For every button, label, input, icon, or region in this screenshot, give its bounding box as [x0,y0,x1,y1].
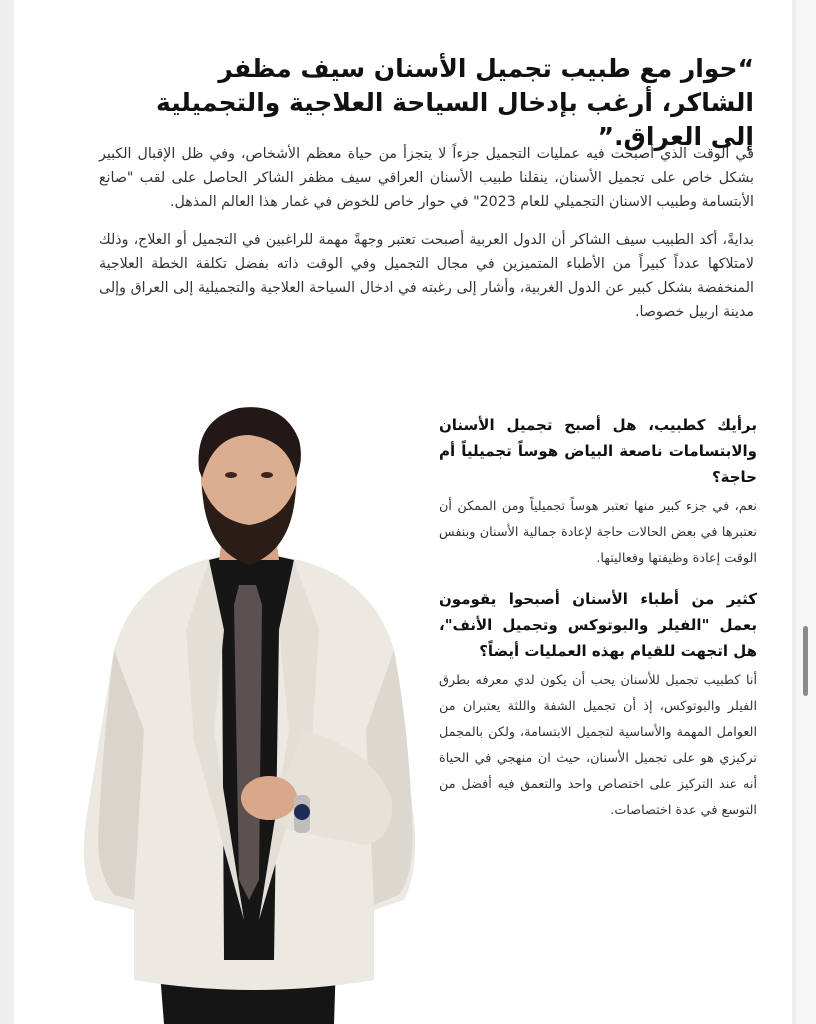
intro-paragraph: في الوقت الذي أصبحت فيه عمليات التجميل جزءاً لا يتجزأ من حياة معظم الأشخاص، وفي ظل الإقبال الكبير بشكل خاص على تجميل الأسنان، ينقلنا طبيب الأسنان العراقي سيف مظفر الشاكر الحاصل على لقب "صانع الأبتسامة وطبيب الاسنان التجميلي للعام 2023" في حوار خاص للخوض في غمار هذا العالم المذهل. [99,146,754,210]
doctor-portrait-photo [74,400,434,1024]
interview-answer: أنا كطبيب تجميل للأسنان يحب أن يكون لدي معرفه بطرق الفيلر والبوتوكس، إذ أن تجميل الشفة واللثة يعتبران من العوامل المهمة والأساسية لتجميل الابتسامة، ولكن بالمجمل تركيزي هو على تجميل الأسنان، حيث ان منهجي في الحياة أنه عند التركيز على اختصاص واحد والتعمق فيه أفضل من التوسع في عدة اختصاصات. [439,673,757,818]
qa-column [439,412,757,838]
article-headline: “حوار مع طبيب تجميل الأسنان سيف مظفر الشاكر، أرغب بإدخال السياحة العلاجية والتجميلية إلى العراق.” [156,54,754,151]
article-intro [99,142,754,338]
article-page [14,0,792,1024]
interview-question: كثير من أطباء الأسنان أصبحوا يقومون بعمل "الفيلر والبوتوكس وتجميل الأنف"، هل اتجهت للقيام بهذه العمليات أيضاً؟ [439,590,757,660]
interview-question: برأيك كطبيب، هل أصبح تجميل الأسنان والابتسامات ناصعة البياض هوساً تجميلياً أم حاجة؟ [439,416,757,486]
vertical-scrollbar[interactable] [796,0,816,1024]
scrollbar-thumb[interactable] [803,626,808,696]
interview-answer: نعم، في جزء كبير منها تعتبر هوساً تجميلياً ومن الممكن أن نعتبرها في بعض الحالات حاجة لإعادة جمالية الأسنان وبنفس الوقت إعادة وظيفتها وفعاليتها. [439,499,757,566]
intro-paragraph: بدايةً، أكد الطبيب سيف الشاكر أن الدول العربية أصبحت تعتبر وجهةً مهمة للراغبين في التجميل أو العلاج، وذلك لامتلاكها عدداً كبيراً من الأطباء المتميزين في مجال التجميل وفي الوقت ذاته بفضل تكلفة الخطة العلاجية المنخفضة بشكل كبير عن الدول الغربية، وأشار إلى رغبته في ادخال السياحة العلاجية والتجميلية إلى العراق وإلى مدينة اربيل خصوصا. [99,232,754,320]
